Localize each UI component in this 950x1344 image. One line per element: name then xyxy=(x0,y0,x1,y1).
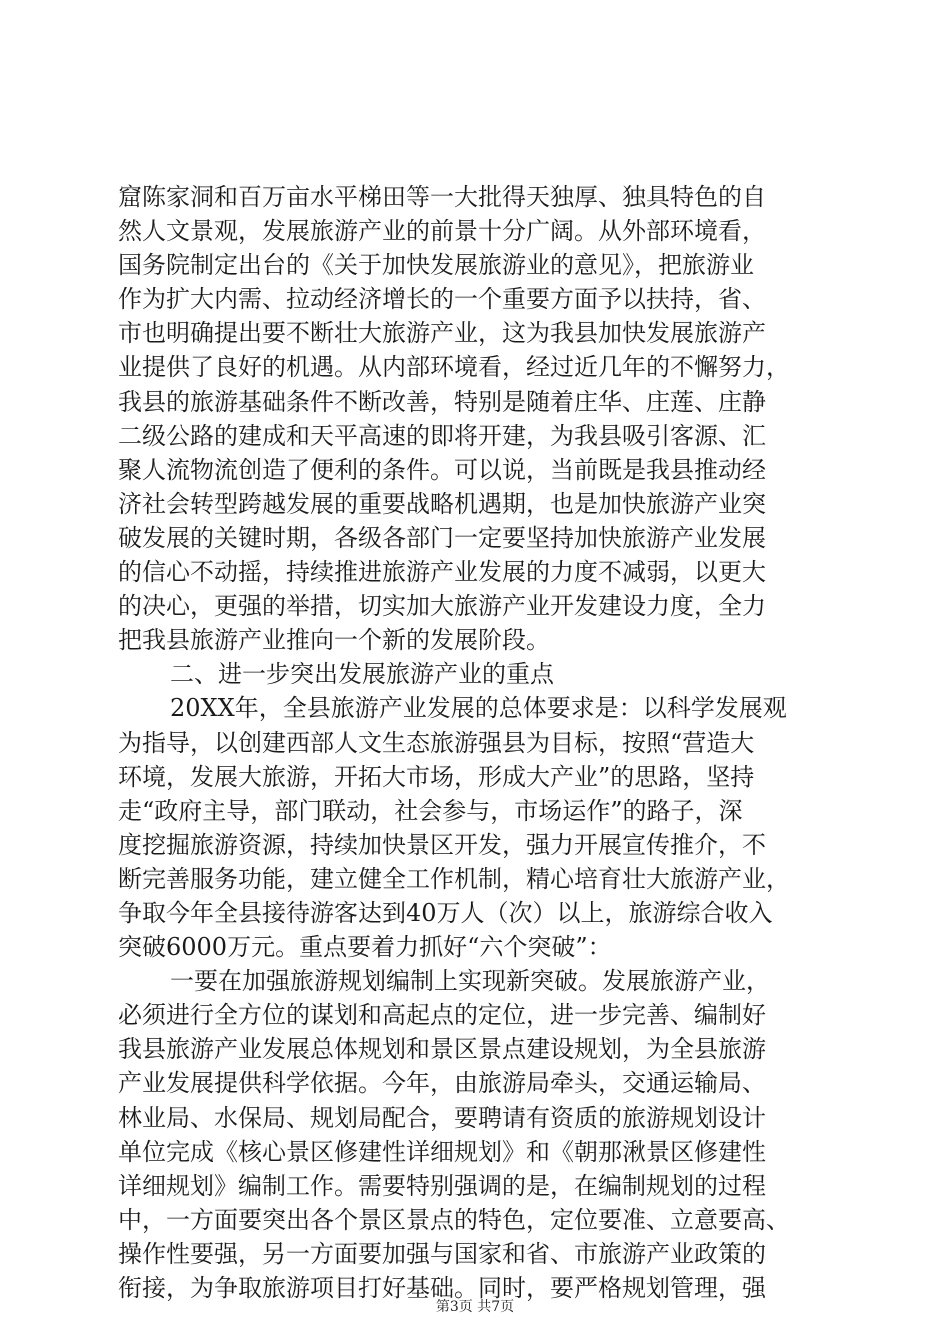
text-line: 走“政府主导，部门联动，社会参与，市场运作”的路子，深 xyxy=(118,796,743,825)
text-line: 单位完成《核心景区修建性详细规划》和《朝那湫景区修建性 xyxy=(118,1137,766,1166)
text-line: 操作性要强，另一方面要加强与国家和省、市旅游产业政策的 xyxy=(118,1239,766,1268)
text-line: 度挖掘旅游资源，持续加快景区开发，强力开展宣传推介，不 xyxy=(118,830,766,859)
text-line: 把我县旅游产业推向一个新的发展阶段。 xyxy=(118,626,550,655)
text-line: 济社会转型跨越发展的重要战略机遇期，也是加快旅游产业突 xyxy=(118,489,766,518)
paragraph-first-line: 20XX年，全县旅游产业发展的总体要求是：以科学发展观 xyxy=(170,694,787,723)
text-line: 环境，发展大旅游，开拓大市场，形成大产业”的思路，坚持 xyxy=(118,762,755,791)
text-line: 中，一方面要突出各个景区景点的特色，定位要准、立意要高、 xyxy=(118,1205,790,1234)
text-line: 二级公路的建成和天平高速的即将开建，为我县吸引客源、汇 xyxy=(118,421,766,450)
text-line: 的信心不动摇，持续推进旅游产业发展的力度不减弱，以更大 xyxy=(118,558,766,587)
text-line: 市也明确提出要不断壮大旅游产业，这为我县加快发展旅游产 xyxy=(118,319,766,348)
text-line: 详细规划》编制工作。需要特别强调的是，在编制规划的过程 xyxy=(118,1171,766,1200)
text-line: 为指导，以创建西部人文生态旅游强县为目标，按照“营造大 xyxy=(118,728,755,757)
text-line: 然人文景观，发展旅游产业的前景十分广阔。从外部环境看， xyxy=(118,217,766,246)
text-line: 破发展的关键时期，各级各部门一定要坚持加快旅游产业发展 xyxy=(118,523,766,552)
text-line: 作为扩大内需、拉动经济增长的一个重要方面予以扶持，省、 xyxy=(118,285,766,314)
text-line: 我县的旅游基础条件不断改善，特别是随着庄华、庄莲、庄静 xyxy=(118,387,766,416)
document-body xyxy=(118,180,838,1305)
text-line: 业提供了良好的机遇。从内部环境看，经过近几年的不懈努力， xyxy=(118,353,790,382)
section-heading: 二、进一步突出发展旅游产业的重点 xyxy=(170,660,554,689)
text-line: 必须进行全方位的谋划和高起点的定位，进一步完善、编制好 xyxy=(118,1001,766,1030)
text-line: 的决心，更强的举措，切实加大旅游产业开发建设力度，全力 xyxy=(118,592,766,621)
page-number-footer: 第3页 共7页 xyxy=(435,1299,515,1315)
text-line: 聚人流物流创造了便利的条件。可以说，当前既是我县推动经 xyxy=(118,455,766,484)
text-line: 我县旅游产业发展总体规划和景区景点建设规划，为全县旅游 xyxy=(118,1035,766,1064)
text-line: 衔接，为争取旅游项目打好基础。同时，要严格规划管理，强 xyxy=(118,1274,766,1302)
text-line: 争取今年全县接待游客达到40万人（次）以上，旅游综合收入 xyxy=(118,898,773,927)
text-line: 产业发展提供科学依据。今年，由旅游局牵头，交通运输局、 xyxy=(118,1069,766,1098)
text-line: 突破6000万元。重点要着力抓好“六个突破”： xyxy=(118,933,612,962)
text-line: 窟陈家洞和百万亩水平梯田等一大批得天独厚、独具特色的自 xyxy=(118,183,766,211)
text-line: 林业局、水保局、规划局配合，要聘请有资质的旅游规划设计 xyxy=(118,1103,766,1132)
paragraph-first-line: 一要在加强旅游规划编制上实现新突破。发展旅游产业， xyxy=(170,967,770,996)
text-line: 断完善服务功能，建立健全工作机制，精心培育壮大旅游产业， xyxy=(118,864,790,893)
text-line: 国务院制定出台的《关于加快发展旅游业的意见》，把旅游业 xyxy=(118,251,754,280)
